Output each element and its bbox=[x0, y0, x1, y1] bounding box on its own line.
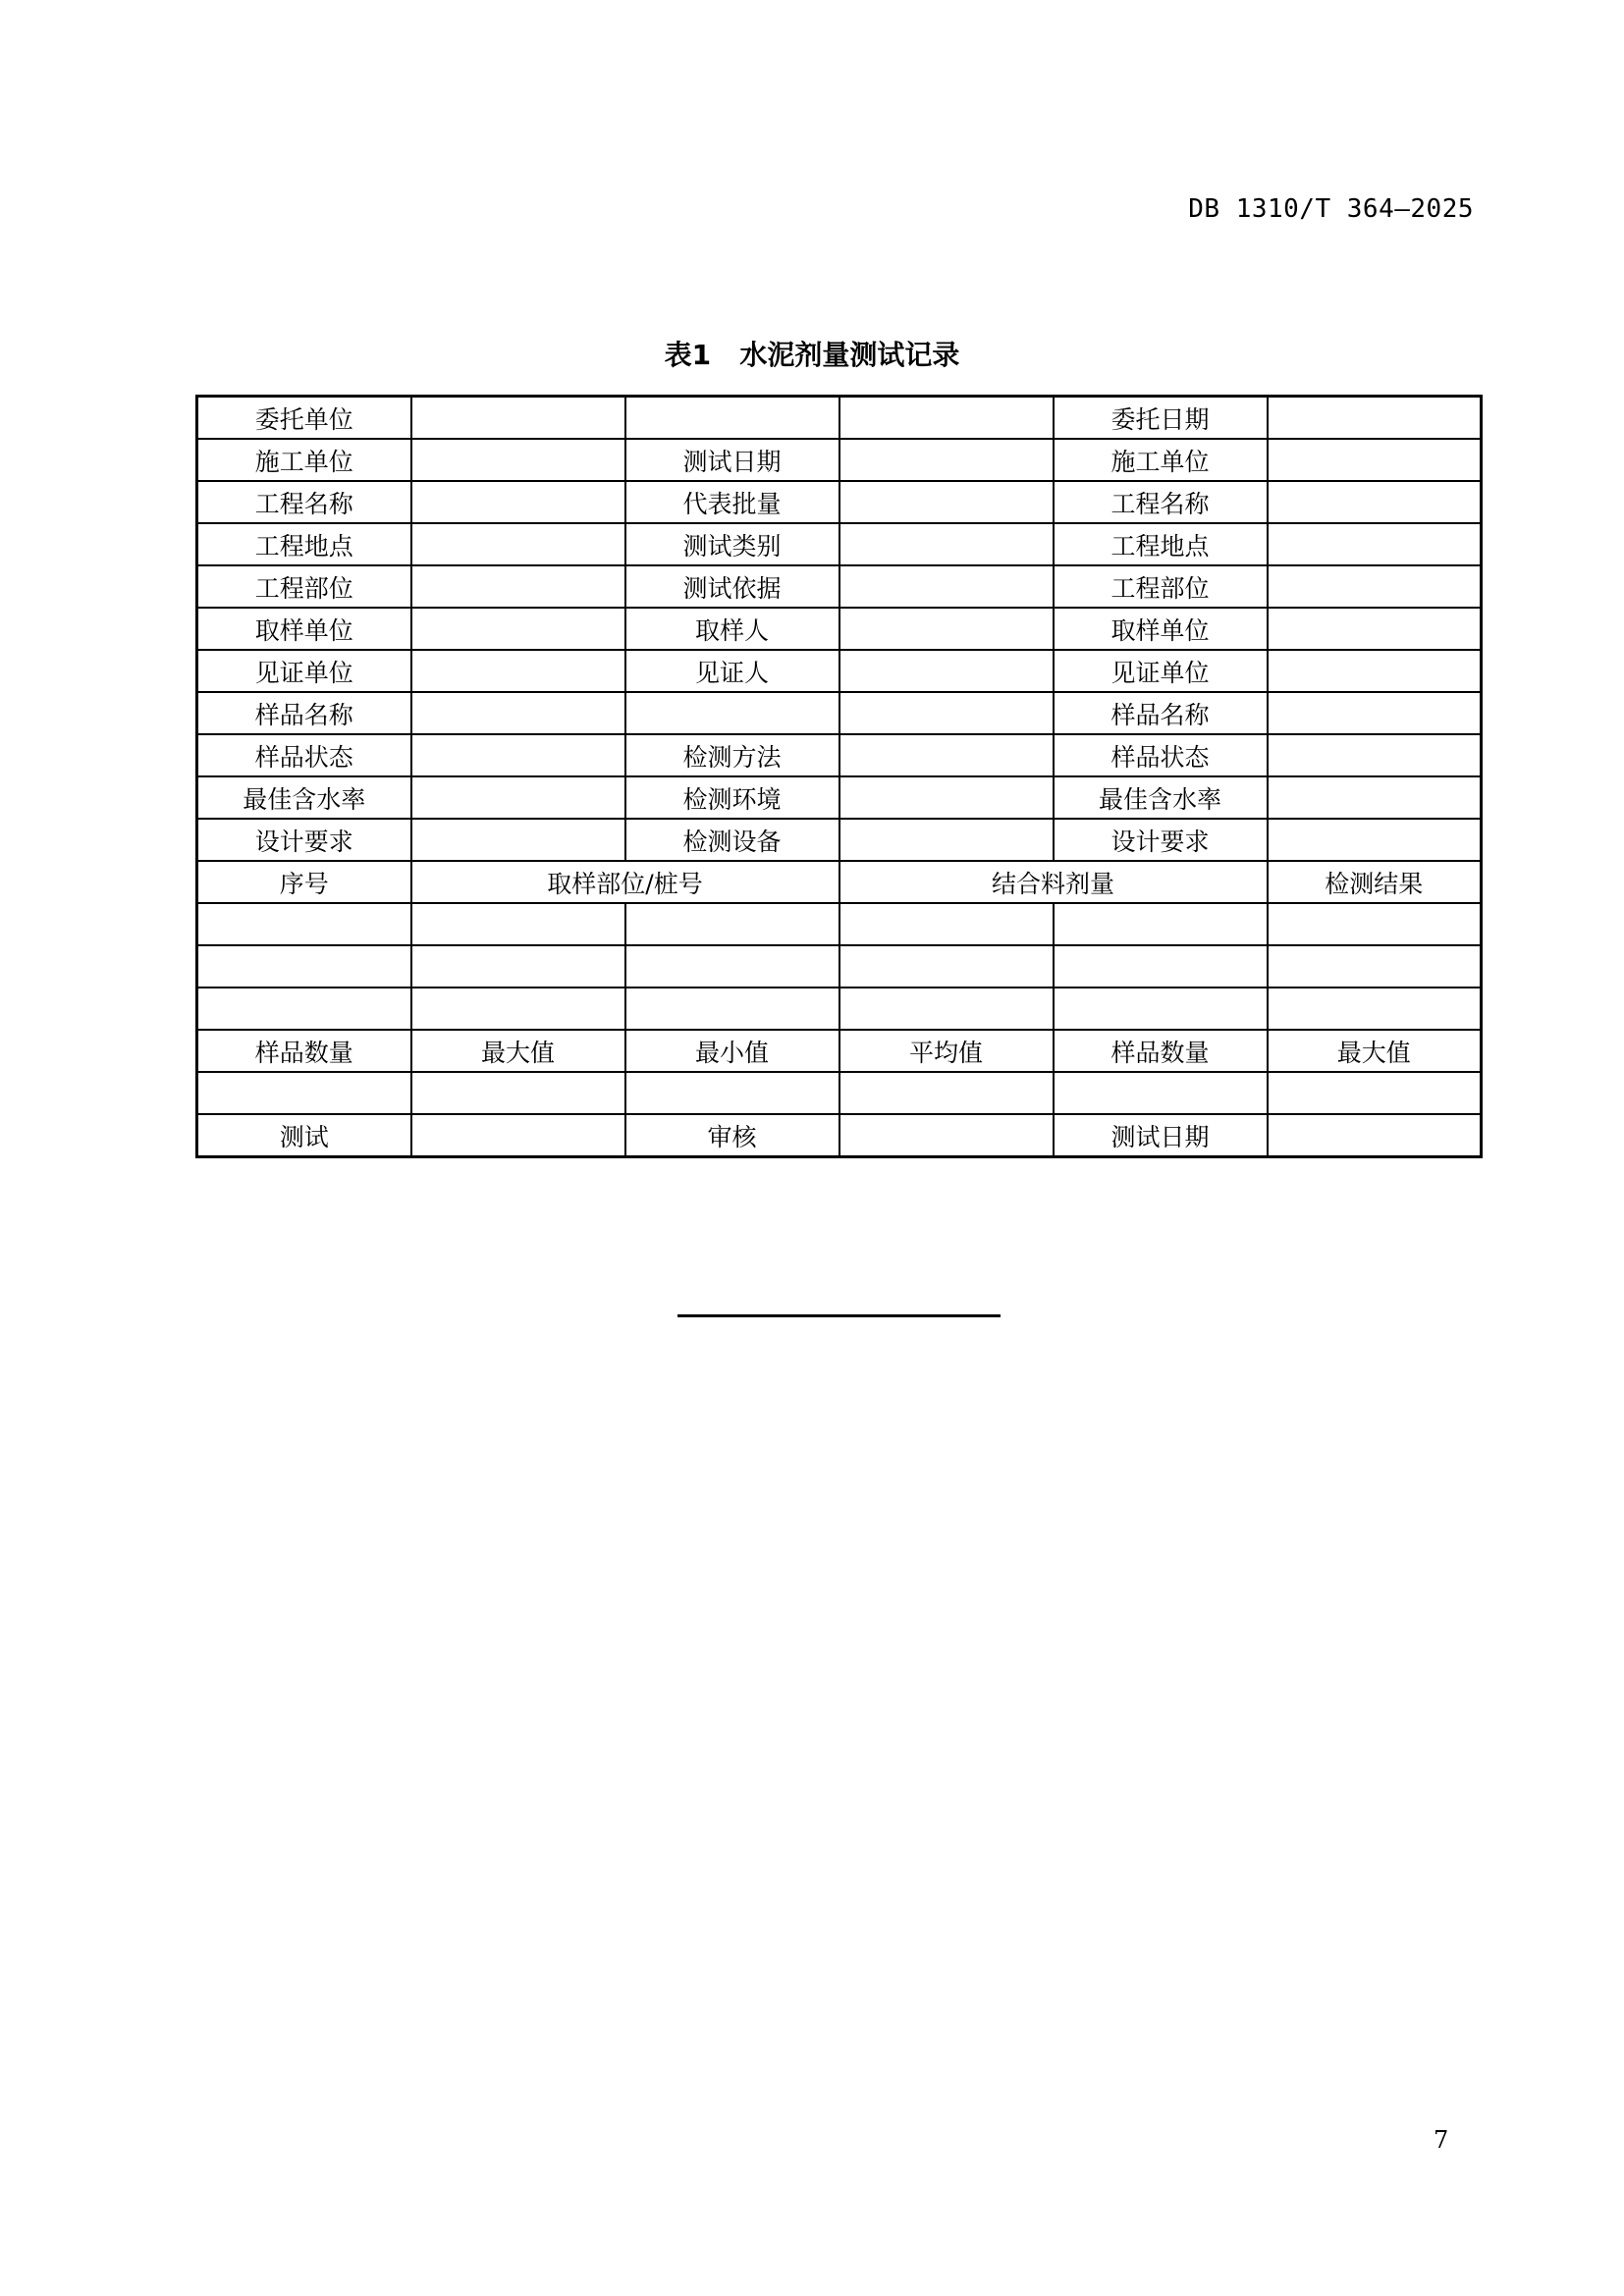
stats-section bbox=[197, 1030, 1482, 1157]
label-cell: 施工单位 bbox=[1054, 439, 1268, 481]
label-cell: 样品数量 bbox=[1054, 1030, 1268, 1072]
blank-cell bbox=[839, 903, 1054, 945]
blank-cell bbox=[1268, 650, 1482, 692]
label-cell: 取样人 bbox=[625, 608, 839, 650]
label-cell: 设计要求 bbox=[197, 819, 411, 861]
blank-cell bbox=[625, 397, 839, 440]
label-cell: 样品状态 bbox=[197, 734, 411, 776]
label-cell: 最大值 bbox=[411, 1030, 625, 1072]
blank-cell bbox=[1268, 734, 1482, 776]
label-cell: 委托单位 bbox=[197, 397, 411, 440]
blank-cell bbox=[411, 397, 625, 440]
blank-cell bbox=[411, 692, 625, 734]
blank-cell bbox=[1054, 945, 1268, 988]
blank-cell bbox=[411, 734, 625, 776]
blank-cell bbox=[625, 945, 839, 988]
blank-cell bbox=[839, 650, 1054, 692]
label-cell: 见证单位 bbox=[1054, 650, 1268, 692]
blank-cell bbox=[1268, 439, 1482, 481]
label-cell: 样品数量 bbox=[197, 1030, 411, 1072]
result-row bbox=[197, 988, 1482, 1030]
blank-cell bbox=[411, 1072, 625, 1114]
blank-cell bbox=[839, 523, 1054, 565]
stats-header-row bbox=[197, 1030, 1482, 1072]
label-cell: 样品状态 bbox=[1054, 734, 1268, 776]
blank-cell bbox=[839, 397, 1054, 440]
blank-cell bbox=[1268, 1072, 1482, 1114]
label-cell: 取样单位 bbox=[197, 608, 411, 650]
blank-cell bbox=[839, 819, 1054, 861]
blank-cell bbox=[1268, 945, 1482, 988]
label-cell: 最小值 bbox=[625, 1030, 839, 1072]
blank-cell bbox=[839, 565, 1054, 608]
blank-cell bbox=[1054, 988, 1268, 1030]
label-cell: 样品名称 bbox=[1054, 692, 1268, 734]
blank-cell bbox=[1268, 903, 1482, 945]
blank-cell bbox=[839, 776, 1054, 819]
blank-cell bbox=[1268, 819, 1482, 861]
blank-cell bbox=[411, 523, 625, 565]
blank-cell bbox=[839, 692, 1054, 734]
blank-cell bbox=[839, 1072, 1054, 1114]
form-row bbox=[197, 734, 1482, 776]
label-cell: 测试日期 bbox=[1054, 1114, 1268, 1157]
blank-cell bbox=[411, 481, 625, 523]
blank-cell bbox=[1268, 776, 1482, 819]
stats-value-row bbox=[197, 1072, 1482, 1114]
form-row bbox=[197, 776, 1482, 819]
blank-cell bbox=[411, 903, 625, 945]
label-cell: 代表批量 bbox=[625, 481, 839, 523]
signoff-row bbox=[197, 1114, 1482, 1157]
blank-cell bbox=[839, 608, 1054, 650]
blank-cell bbox=[1268, 523, 1482, 565]
label-cell: 设计要求 bbox=[1054, 819, 1268, 861]
label-cell: 检测环境 bbox=[625, 776, 839, 819]
label-cell: 工程地点 bbox=[1054, 523, 1268, 565]
blank-cell bbox=[1268, 565, 1482, 608]
label-cell: 测试 bbox=[197, 1114, 411, 1157]
label-cell: 见证单位 bbox=[197, 650, 411, 692]
blank-cell bbox=[839, 945, 1054, 988]
table-title: 表1 水泥剂量测试记录 bbox=[664, 339, 960, 371]
blank-cell bbox=[625, 903, 839, 945]
label-cell: 最佳含水率 bbox=[197, 776, 411, 819]
form-row bbox=[197, 523, 1482, 565]
form-row bbox=[197, 565, 1482, 608]
results-section bbox=[197, 861, 1482, 903]
form-row bbox=[197, 397, 1482, 440]
blank-cell bbox=[411, 439, 625, 481]
blank-cell bbox=[197, 903, 411, 945]
blank-cell bbox=[411, 565, 625, 608]
form-row bbox=[197, 481, 1482, 523]
blank-cell bbox=[197, 945, 411, 988]
blank-cell bbox=[411, 650, 625, 692]
form-row bbox=[197, 439, 1482, 481]
results-rows bbox=[197, 903, 1482, 1030]
result-row bbox=[197, 903, 1482, 945]
seq-header: 序号 bbox=[197, 861, 411, 903]
label-cell: 测试日期 bbox=[625, 439, 839, 481]
blank-cell bbox=[1268, 988, 1482, 1030]
label-cell: 最大值 bbox=[1268, 1030, 1482, 1072]
result-row bbox=[197, 945, 1482, 988]
blank-cell bbox=[839, 439, 1054, 481]
form-row bbox=[197, 692, 1482, 734]
blank-cell bbox=[1268, 397, 1482, 440]
blank-cell bbox=[197, 988, 411, 1030]
label-cell: 工程部位 bbox=[197, 565, 411, 608]
label-cell: 平均值 bbox=[839, 1030, 1054, 1072]
form-row bbox=[197, 608, 1482, 650]
blank-cell bbox=[625, 692, 839, 734]
blank-cell bbox=[625, 1072, 839, 1114]
label-cell: 委托日期 bbox=[1054, 397, 1268, 440]
label-cell: 工程名称 bbox=[197, 481, 411, 523]
blank-cell bbox=[1054, 903, 1268, 945]
location-header: 取样部位/桩号 bbox=[411, 861, 839, 903]
binder-content-header: 结合料剂量 bbox=[839, 861, 1268, 903]
blank-cell bbox=[197, 1072, 411, 1114]
blank-cell bbox=[1268, 692, 1482, 734]
label-cell: 工程部位 bbox=[1054, 565, 1268, 608]
form-row bbox=[197, 650, 1482, 692]
page-number: 7 bbox=[1434, 2126, 1449, 2154]
blank-cell bbox=[411, 608, 625, 650]
label-cell: 取样单位 bbox=[1054, 608, 1268, 650]
label-cell: 工程名称 bbox=[1054, 481, 1268, 523]
label-cell: 样品名称 bbox=[197, 692, 411, 734]
blank-cell bbox=[1268, 608, 1482, 650]
blank-cell bbox=[411, 988, 625, 1030]
blank-cell bbox=[411, 776, 625, 819]
label-cell: 检测设备 bbox=[625, 819, 839, 861]
end-of-table-rule bbox=[677, 1314, 1001, 1317]
blank-cell bbox=[839, 1114, 1054, 1157]
blank-cell bbox=[411, 1114, 625, 1157]
label-cell: 最佳含水率 bbox=[1054, 776, 1268, 819]
label-cell: 施工单位 bbox=[197, 439, 411, 481]
blank-cell bbox=[411, 945, 625, 988]
blank-cell bbox=[839, 734, 1054, 776]
results-header-row bbox=[197, 861, 1482, 903]
label-cell: 审核 bbox=[625, 1114, 839, 1157]
cement-content-test-record-table bbox=[195, 395, 1483, 1158]
blank-cell bbox=[625, 988, 839, 1030]
label-cell: 见证人 bbox=[625, 650, 839, 692]
label-cell: 测试依据 bbox=[625, 565, 839, 608]
label-cell: 工程地点 bbox=[197, 523, 411, 565]
document-code: DB 1310/T 364—2025 bbox=[1188, 194, 1474, 224]
form-row bbox=[197, 819, 1482, 861]
form-section bbox=[197, 397, 1482, 862]
blank-cell bbox=[411, 819, 625, 861]
blank-cell bbox=[839, 988, 1054, 1030]
blank-cell bbox=[839, 481, 1054, 523]
result-header: 检测结果 bbox=[1268, 861, 1482, 903]
blank-cell bbox=[1268, 481, 1482, 523]
label-cell: 测试类别 bbox=[625, 523, 839, 565]
blank-cell bbox=[1268, 1114, 1482, 1157]
blank-cell bbox=[1054, 1072, 1268, 1114]
label-cell: 检测方法 bbox=[625, 734, 839, 776]
